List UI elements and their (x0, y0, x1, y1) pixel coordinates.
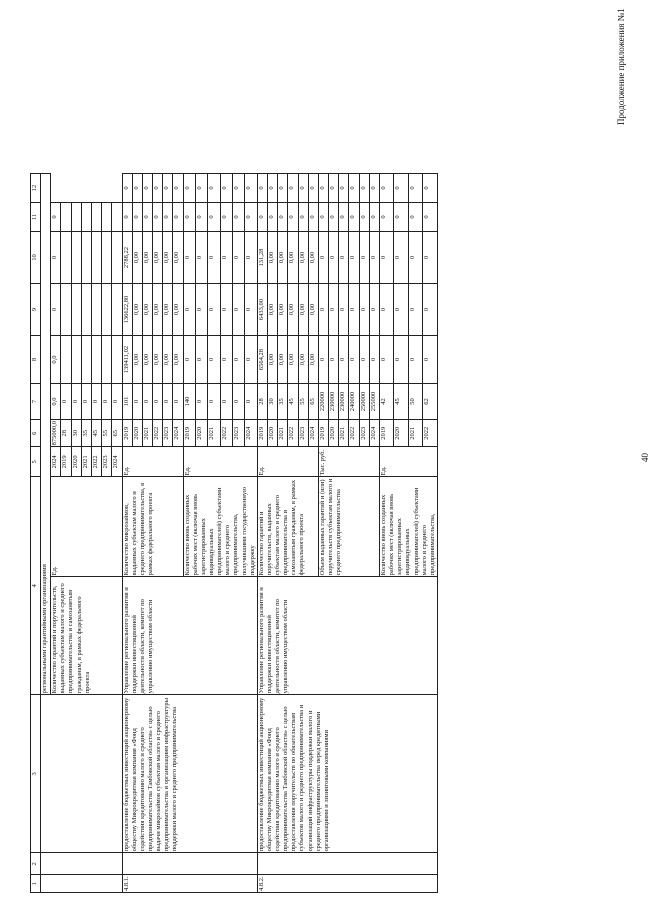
value-cell: 2020 (195, 420, 207, 447)
value-cell (102, 232, 112, 284)
value-cell: 0,00 (142, 284, 152, 336)
value-cell: 0 (183, 336, 195, 384)
value-cell: 2023 (102, 447, 112, 477)
value-cell: 139411,02 (122, 336, 132, 384)
value-cell: 55 (102, 420, 112, 447)
value-cell: 2020 (394, 420, 408, 447)
measure-cell: предоставление бюджетных инвестиций акционерному обществу Микрокредитная компания «Фонд содействия кредитованию малого и среднего предпринимательства Тамбовской области» с целью предоставления поручительств по обязательствам субъектов малого и среднего предпринимательства и организаций инфраструктуры поддержки малого и среднего предпринимательства перед кредитными организациями и лизинговыми компаниями (257, 695, 437, 853)
value-cell: 65 (112, 420, 122, 447)
value-cell: 0 (329, 284, 339, 336)
value-cell: 2019 (318, 420, 328, 447)
value-cell: 0 (380, 232, 394, 284)
unit-cell: Ед. (380, 447, 438, 477)
header-cell: 2 (31, 853, 41, 875)
value-cell: 0,00 (267, 284, 277, 336)
value-cell: 2024 (51, 447, 61, 477)
value-cell: 65 (308, 384, 318, 420)
value-cell: 0 (408, 174, 422, 203)
value-cell: 0,00 (163, 336, 173, 384)
value-cell: 0 (349, 284, 359, 336)
value-cell: 45 (91, 420, 101, 447)
value-cell: 0 (132, 384, 142, 420)
value-cell: 0 (380, 336, 394, 384)
value-cell: 0 (195, 232, 207, 284)
value-cell: 131,28 (257, 232, 267, 284)
value-cell: 2024 (369, 420, 379, 447)
indicator-cell: Количество гарантий и поручительств, выданных субъектам малого и среднего предпринимательства и самозанятым гражданам, в рамках федерального проекта (51, 577, 122, 695)
value-cell: 220000 (318, 384, 328, 420)
indicator-cell: Количество гарантий и поручительств, выданных субъектам малого и среднего предпринимательства и самозанятым гражданам, в рамках федерального проекта (257, 477, 318, 577)
empty-cell (122, 853, 257, 875)
value-cell: 2024 (308, 420, 318, 447)
value-cell: 0 (245, 284, 257, 336)
value-cell: 0 (423, 232, 437, 284)
value-cell: 140 (183, 384, 195, 420)
unit-cell: Ед. (122, 447, 183, 477)
header-cell: 12 (31, 174, 41, 203)
value-cell: 0 (51, 203, 61, 232)
value-cell: 0 (208, 174, 220, 203)
value-cell: 0 (220, 384, 232, 420)
value-cell (112, 284, 122, 336)
indicator-cell: Количество вновь созданных рабочих мест (включая вновь зарегистрированных индивидуальных предпринимателей) субъектами малого и среднего предпринимательства, (380, 477, 438, 577)
value-cell: 0 (208, 203, 220, 232)
value-cell: 0 (245, 174, 257, 203)
value-cell: 0 (339, 174, 349, 203)
value-cell: 0 (245, 384, 257, 420)
value-cell: 0,00 (308, 232, 318, 284)
value-cell: 0 (408, 284, 422, 336)
value-cell: 0,00 (153, 232, 163, 284)
value-cell: 0,00 (132, 336, 142, 384)
value-cell (91, 232, 101, 284)
value-cell: 2021 (408, 420, 422, 447)
value-cell: 30 (71, 420, 81, 447)
value-cell: 0 (142, 174, 152, 203)
value-cell: 0,0 (51, 336, 61, 384)
value-cell: 0 (394, 203, 408, 232)
value-cell (81, 336, 91, 384)
value-cell: 0 (245, 336, 257, 384)
table-row (41, 174, 51, 893)
header-cell: 8 (31, 336, 41, 384)
value-cell: 0 (233, 336, 245, 384)
value-cell: 0,00 (267, 232, 277, 284)
value-cell: 0,0 (51, 384, 61, 420)
value-cell: 0 (423, 284, 437, 336)
value-cell: 0,00 (308, 284, 318, 336)
value-cell: 0 (132, 203, 142, 232)
value-cell: 0 (257, 174, 267, 203)
value-cell: 0 (369, 284, 379, 336)
value-cell: 136622,80 (122, 284, 132, 336)
value-cell: 0 (153, 174, 163, 203)
value-cell: 255000 (369, 384, 379, 420)
indicator-cell: региональными гарантийными организациями (41, 174, 51, 695)
measure-cell (41, 853, 123, 875)
measure-cell: предоставление бюджетных инвестиций акционерному обществу Микрокредитная компания «Фонд содействия кредитованию малого и среднего предпринимательства Тамбовской области» с целью выдачи микрозаймов субъектам малого и среднего предпринимательства и организациям инфраструктуры поддержки малого и среднего предпринимательства (122, 695, 257, 853)
value-cell: 30 (267, 384, 277, 420)
value-cell: 0 (394, 284, 408, 336)
value-cell: 55 (298, 384, 308, 420)
value-cell (112, 203, 122, 232)
header-cell: 5 (31, 447, 41, 477)
value-cell: 0 (318, 336, 328, 384)
value-cell: 0 (349, 174, 359, 203)
value-cell (81, 203, 91, 232)
value-cell: 0,00 (163, 232, 173, 284)
indicator-cell: Количество микрозаймов, выданных субъектам малого и среднего предпринимательства, в рамках федерального проекта (122, 477, 183, 577)
value-cell: 0 (245, 203, 257, 232)
value-cell (71, 203, 81, 232)
value-cell: 2022 (153, 420, 163, 447)
value-cell: 0 (173, 384, 183, 420)
value-cell (91, 284, 101, 336)
value-cell: 0 (51, 284, 61, 336)
value-cell: 2019 (183, 420, 195, 447)
value-cell: 0,00 (132, 284, 142, 336)
value-cell: 0 (122, 174, 132, 203)
value-cell (61, 232, 71, 284)
value-cell: 0 (173, 174, 183, 203)
value-cell: 42 (380, 384, 394, 420)
value-cell: 2020 (71, 447, 81, 477)
value-cell: 0,00 (142, 336, 152, 384)
value-cell: 0 (183, 174, 195, 203)
value-cell: 0 (288, 203, 298, 232)
header-cell: 7 (31, 384, 41, 420)
value-cell (71, 232, 81, 284)
value-cell: 0 (163, 384, 173, 420)
value-cell: 0 (318, 174, 328, 203)
value-cell: 2019 (380, 420, 394, 447)
header-cell: 9 (31, 284, 41, 336)
value-cell: 0 (195, 336, 207, 384)
value-cell: 0 (380, 174, 394, 203)
value-cell: 0 (288, 174, 298, 203)
value-cell: 0 (408, 232, 422, 284)
value-cell: 0 (329, 203, 339, 232)
value-cell: 101 (122, 384, 132, 420)
value-cell: 0 (220, 203, 232, 232)
value-cell (112, 232, 122, 284)
value-cell: 0 (339, 203, 349, 232)
value-cell: 0 (61, 384, 71, 420)
value-cell: 0 (153, 203, 163, 232)
value-cell: 0 (394, 174, 408, 203)
unit-cell: Ед. (183, 447, 257, 477)
value-cell: 0 (195, 174, 207, 203)
value-cell: 50 (408, 384, 422, 420)
value-cell: 6564,28 (257, 336, 267, 384)
value-cell: 0 (298, 174, 308, 203)
value-cell: 0 (132, 174, 142, 203)
value-cell: 0 (173, 203, 183, 232)
unit-cell: Ед. (51, 477, 122, 577)
value-cell: 0 (339, 336, 349, 384)
value-cell: 0 (408, 336, 422, 384)
value-cell: 0 (359, 203, 369, 232)
value-cell: 0,00 (267, 336, 277, 384)
value-cell: 0 (208, 232, 220, 284)
value-cell: 0 (112, 384, 122, 420)
value-cell (91, 203, 101, 232)
value-cell: 0 (91, 384, 101, 420)
value-cell: 0,00 (173, 284, 183, 336)
value-cell: 2023 (359, 420, 369, 447)
value-cell: 0,00 (132, 232, 142, 284)
value-cell: 240000 (349, 384, 359, 420)
value-cell: 0 (329, 232, 339, 284)
value-cell: 0 (369, 232, 379, 284)
value-cell: 0 (142, 203, 152, 232)
value-cell: 2022 (288, 420, 298, 447)
header-cell: 4 (31, 477, 41, 695)
value-cell (112, 336, 122, 384)
value-cell: 0 (308, 174, 318, 203)
value-cell: 62 (423, 384, 437, 420)
value-cell: 0,00 (142, 232, 152, 284)
program-table (30, 173, 438, 893)
value-cell: 0 (233, 232, 245, 284)
value-cell: 2021 (81, 447, 91, 477)
value-cell: 0 (380, 203, 394, 232)
value-cell: 0 (359, 174, 369, 203)
value-cell: 0 (380, 284, 394, 336)
continuation-note: Продолжение приложения №1 (616, 8, 626, 125)
indicator-cell: Объем выданных гарантий и (или) поручительств субъектам малого и среднего предпринимательства (318, 477, 379, 577)
value-cell: 0 (208, 336, 220, 384)
value-cell: 0 (257, 203, 267, 232)
table-row (122, 174, 132, 893)
value-cell: 0,00 (173, 232, 183, 284)
value-cell: 0 (423, 336, 437, 384)
value-cell: 0 (122, 203, 132, 232)
value-cell: 0,00 (288, 232, 298, 284)
value-cell: 0 (233, 284, 245, 336)
value-cell: 0 (195, 384, 207, 420)
header-cell: 1 (31, 875, 41, 893)
value-cell: 0 (318, 203, 328, 232)
value-cell: 0 (183, 284, 195, 336)
value-cell: 0 (329, 336, 339, 384)
value-cell: 0 (195, 203, 207, 232)
value-cell: 0 (220, 336, 232, 384)
value-cell: 2021 (278, 420, 288, 447)
value-cell: 0,00 (298, 336, 308, 384)
value-cell (81, 232, 91, 284)
value-cell: 0 (220, 174, 232, 203)
value-cell (91, 336, 101, 384)
value-cell: 0,00 (308, 336, 318, 384)
value-cell: 0 (233, 203, 245, 232)
value-cell: 0 (51, 232, 61, 284)
value-cell: 2021 (208, 420, 220, 447)
value-cell: 0 (163, 174, 173, 203)
value-cell: 230000 (329, 384, 339, 420)
value-cell: 0 (233, 174, 245, 203)
table-row (257, 174, 267, 893)
header-cell: 10 (31, 232, 41, 284)
value-cell: 0 (329, 174, 339, 203)
value-cell (61, 336, 71, 384)
value-cell: 2023 (163, 420, 173, 447)
value-cell: 0 (102, 384, 112, 420)
value-cell: 0 (359, 232, 369, 284)
value-cell: 0,00 (173, 336, 183, 384)
unit-cell: Тыс. руб. (318, 447, 379, 477)
value-cell: 2019 (122, 420, 132, 447)
value-cell: 0,00 (298, 232, 308, 284)
value-cell: 0 (423, 174, 437, 203)
value-cell (102, 203, 112, 232)
value-cell: 45 (288, 384, 298, 420)
value-cell: 250000 (359, 384, 369, 420)
value-cell: 2022 (220, 420, 232, 447)
header-row (31, 174, 41, 893)
value-cell: 45 (394, 384, 408, 420)
value-cell: 0 (369, 336, 379, 384)
value-cell: 2022 (423, 420, 437, 447)
value-cell: 0,00 (298, 284, 308, 336)
value-cell: 0 (267, 174, 277, 203)
value-cell: 0 (278, 203, 288, 232)
value-cell: 0,00 (278, 336, 288, 384)
header-cell: 11 (31, 203, 41, 232)
value-cell: 0 (394, 336, 408, 384)
value-cell: 35 (81, 420, 91, 447)
value-cell: 0 (267, 203, 277, 232)
value-cell: 0 (349, 203, 359, 232)
value-cell: 0 (308, 203, 318, 232)
value-cell (61, 203, 71, 232)
value-cell: 2019 (61, 447, 71, 477)
value-cell (102, 336, 112, 384)
value-cell: 0 (208, 284, 220, 336)
value-cell: 0 (359, 336, 369, 384)
value-cell: 35 (278, 384, 288, 420)
value-cell: 0 (245, 232, 257, 284)
value-cell: 875000,0 (51, 420, 61, 447)
value-cell: 0 (183, 232, 195, 284)
value-cell: 0 (359, 284, 369, 336)
value-cell: 6433,00 (257, 284, 267, 336)
value-cell: 2019 (257, 420, 267, 447)
value-cell: 0 (163, 203, 173, 232)
value-cell: 2020 (267, 420, 277, 447)
value-cell: 2022 (349, 420, 359, 447)
value-cell: 0 (298, 203, 308, 232)
value-cell: 0 (349, 336, 359, 384)
value-cell: 0,00 (278, 284, 288, 336)
value-cell: 230000 (339, 384, 349, 420)
value-cell: 28 (257, 384, 267, 420)
num-cell: 4.8.1. (122, 875, 257, 893)
page-number: 40 (640, 453, 650, 462)
value-cell: 0,00 (153, 336, 163, 384)
value-cell: 2023 (233, 420, 245, 447)
value-cell: 2024 (245, 420, 257, 447)
executor-cell (41, 695, 123, 853)
value-cell (71, 284, 81, 336)
value-cell: 2022 (91, 447, 101, 477)
unit-cell: Ед. (257, 447, 318, 477)
value-cell (102, 284, 112, 336)
value-cell: 0,00 (288, 336, 298, 384)
value-cell: 2023 (298, 420, 308, 447)
value-cell: 0 (369, 174, 379, 203)
value-cell: 28 (61, 420, 71, 447)
value-cell: 2788,22 (122, 232, 132, 284)
value-cell (81, 284, 91, 336)
value-cell: 0 (339, 232, 349, 284)
num-cell (41, 875, 123, 893)
value-cell: 0 (233, 384, 245, 420)
value-cell: 0,00 (163, 284, 173, 336)
header-cell: 6 (31, 420, 41, 447)
value-cell (71, 336, 81, 384)
value-cell: 0 (278, 174, 288, 203)
value-cell: 0 (318, 232, 328, 284)
value-cell: 0 (423, 203, 437, 232)
value-cell: 2021 (339, 420, 349, 447)
value-cell: 0 (142, 384, 152, 420)
value-cell: 0 (220, 232, 232, 284)
value-cell: 0 (71, 384, 81, 420)
value-cell: 0 (183, 203, 195, 232)
value-cell (61, 284, 71, 336)
value-cell: 0 (195, 284, 207, 336)
executor-cell: Управление регионального развития и поддержки инвестиционной деятельности области, комитет по управлению имуществом области (257, 577, 437, 695)
value-cell: 2024 (173, 420, 183, 447)
value-cell: 0 (408, 203, 422, 232)
value-cell: 2020 (329, 420, 339, 447)
value-cell: 2021 (142, 420, 152, 447)
value-cell: 0 (208, 384, 220, 420)
value-cell: 0,00 (288, 284, 298, 336)
num-cell: 4.8.2. (257, 875, 437, 893)
value-cell: 0,00 (153, 284, 163, 336)
value-cell: 0 (394, 232, 408, 284)
indicator-cell: Количество вновь созданных рабочих мест (включая вновь зарегистрированных индивидуальных предпринимателей) субъектами малого и среднего предпринимательства, получившими государственную поддержку (183, 477, 257, 577)
value-cell: 0,00 (278, 232, 288, 284)
value-cell: 2020 (132, 420, 142, 447)
value-cell: 0 (81, 384, 91, 420)
value-cell: 0 (369, 203, 379, 232)
value-cell: 0 (349, 232, 359, 284)
value-cell: 2024 (112, 447, 122, 477)
executor-cell: Управление регионального развития и поддержки инвестиционной деятельности области, комитет по управлению имуществом области (122, 577, 257, 695)
empty-cell (257, 853, 437, 875)
value-cell: 0 (153, 384, 163, 420)
value-cell: 0 (220, 284, 232, 336)
value-cell: 0 (339, 284, 349, 336)
value-cell: 0 (318, 284, 328, 336)
header-cell: 3 (31, 695, 41, 853)
